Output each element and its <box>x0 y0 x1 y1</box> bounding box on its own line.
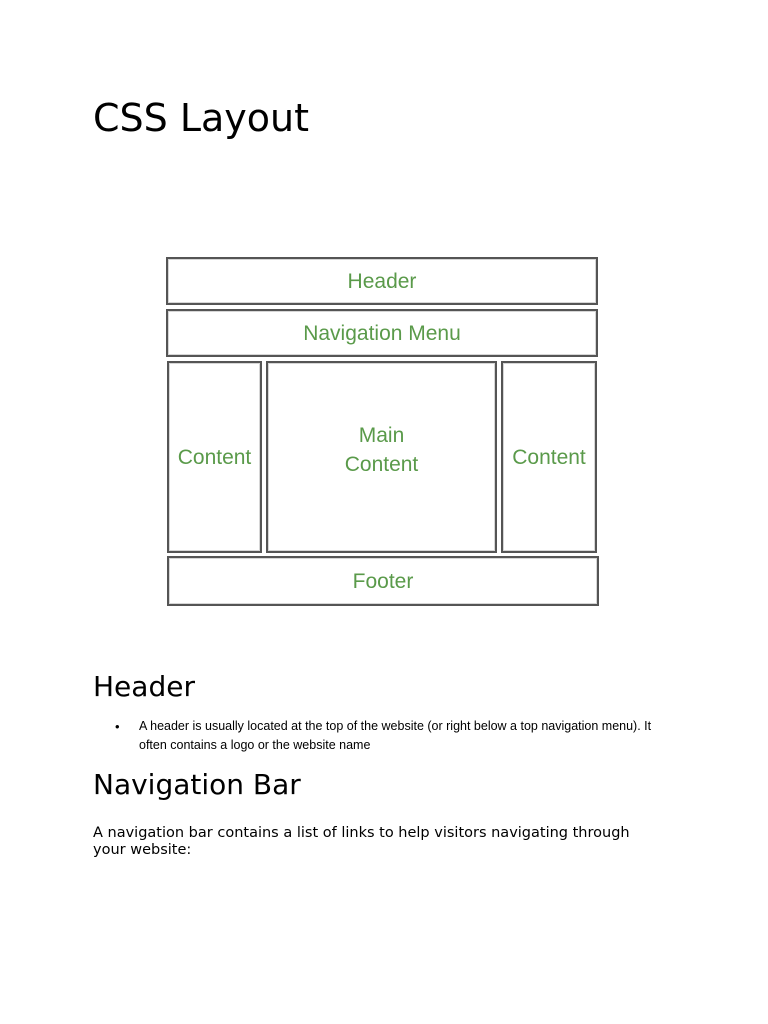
navigation-bar-paragraph: A navigation bar contains a list of links to help visitors navigating through your website: <box>93 825 630 858</box>
diagram-left-content-box: Content <box>167 361 262 553</box>
header-bullet-list <box>115 717 675 755</box>
bullet-icon: • <box>115 719 120 734</box>
page-title: CSS Layout <box>93 96 310 140</box>
list-item-text: A header is usually located at the top of the website (or right below a top navigation menu). It often contains a logo or the website name <box>139 719 652 752</box>
section-heading-navigation-bar: Navigation Bar <box>93 768 301 801</box>
list-item <box>115 717 675 755</box>
diagram-navigation-box: Navigation Menu <box>166 309 598 357</box>
diagram-footer-box: Footer <box>167 556 599 606</box>
section-heading-header: Header <box>93 670 195 703</box>
diagram-header-box: Header <box>166 257 598 305</box>
diagram-right-content-box: Content <box>501 361 597 553</box>
diagram-main-content-box: Main Content <box>266 361 497 553</box>
